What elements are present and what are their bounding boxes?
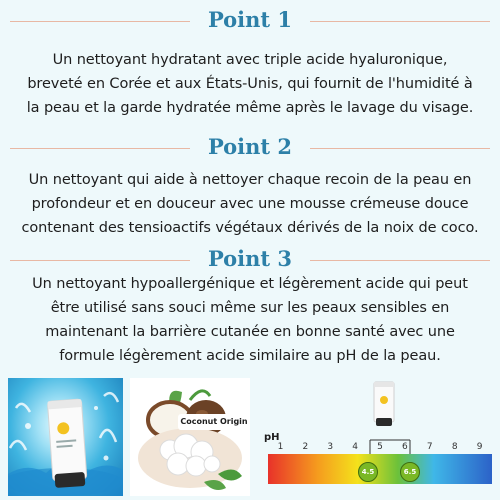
point-1-header — [0, 6, 500, 36]
ph-marker-low: 4.5 — [358, 462, 378, 482]
point-2-line: Un nettoyant qui aide à nettoyer chaque recoin de la peau en — [28, 172, 472, 188]
water-splash-illustration — [8, 378, 123, 496]
coconut-origin-image — [130, 378, 250, 496]
ph-label: pH — [264, 432, 280, 443]
point-3-header — [0, 245, 500, 275]
point-3-text — [6, 272, 494, 368]
coconut-origin-label: Coconut Origin — [178, 414, 250, 430]
point-3-line: maintenant la barrière cutanée en bonne santé avec une — [45, 324, 455, 340]
ph-tick: 9 — [476, 442, 483, 452]
ph-tick: 8 — [451, 442, 458, 452]
ph-tick: 5 — [377, 442, 383, 452]
coconut-foam-illustration — [130, 378, 250, 496]
point-2-line: profondeur et en douceur avec une mousse crémeuse douce — [31, 196, 469, 212]
product-splash-image — [8, 378, 123, 496]
point-3-line: être utilisé sans souci même sur les peaux sensibles en — [50, 300, 450, 316]
point-2-text — [6, 168, 494, 240]
point-3-line: formule légèrement acide similaire au pH de la peau. — [59, 348, 441, 364]
point-1-title: Point 1 — [190, 7, 310, 32]
point-3-line: Un nettoyant hypoallergénique et légèrement acide qui peut — [32, 276, 468, 292]
divider-right — [294, 21, 490, 22]
point-3-title: Point 3 — [190, 246, 310, 271]
point-1-text — [6, 48, 494, 120]
divider-left — [10, 260, 206, 261]
divider-right — [294, 260, 490, 261]
point-2-line: contenant des tensioactifs végétaux dérivés de la noix de coco. — [21, 220, 479, 236]
point-1-line: breveté en Corée et aux États-Unis, qui fournit de l'humidité à — [27, 76, 473, 92]
point-2-title: Point 2 — [190, 134, 310, 159]
ph-ticks — [268, 442, 492, 454]
ph-scale-image — [260, 378, 496, 496]
ph-tick: 3 — [327, 442, 334, 452]
divider-left — [10, 21, 206, 22]
divider-right — [294, 148, 490, 149]
ph-tick: 6 — [402, 442, 408, 452]
point-2-header — [0, 133, 500, 163]
ph-marker-high: 6.5 — [400, 462, 420, 482]
ph-tick: 4 — [352, 442, 358, 452]
point-1-line: la peau et la garde hydratée même après le lavage du visage. — [26, 100, 474, 116]
ph-tick: 7 — [426, 442, 433, 452]
point-1-line: Un nettoyant hydratant avec triple acide hyaluronique, — [52, 52, 448, 68]
ph-product-tube-icon — [260, 378, 496, 496]
divider-left — [10, 148, 206, 149]
ph-tick: 2 — [302, 442, 309, 452]
ph-tick: 1 — [277, 442, 284, 452]
